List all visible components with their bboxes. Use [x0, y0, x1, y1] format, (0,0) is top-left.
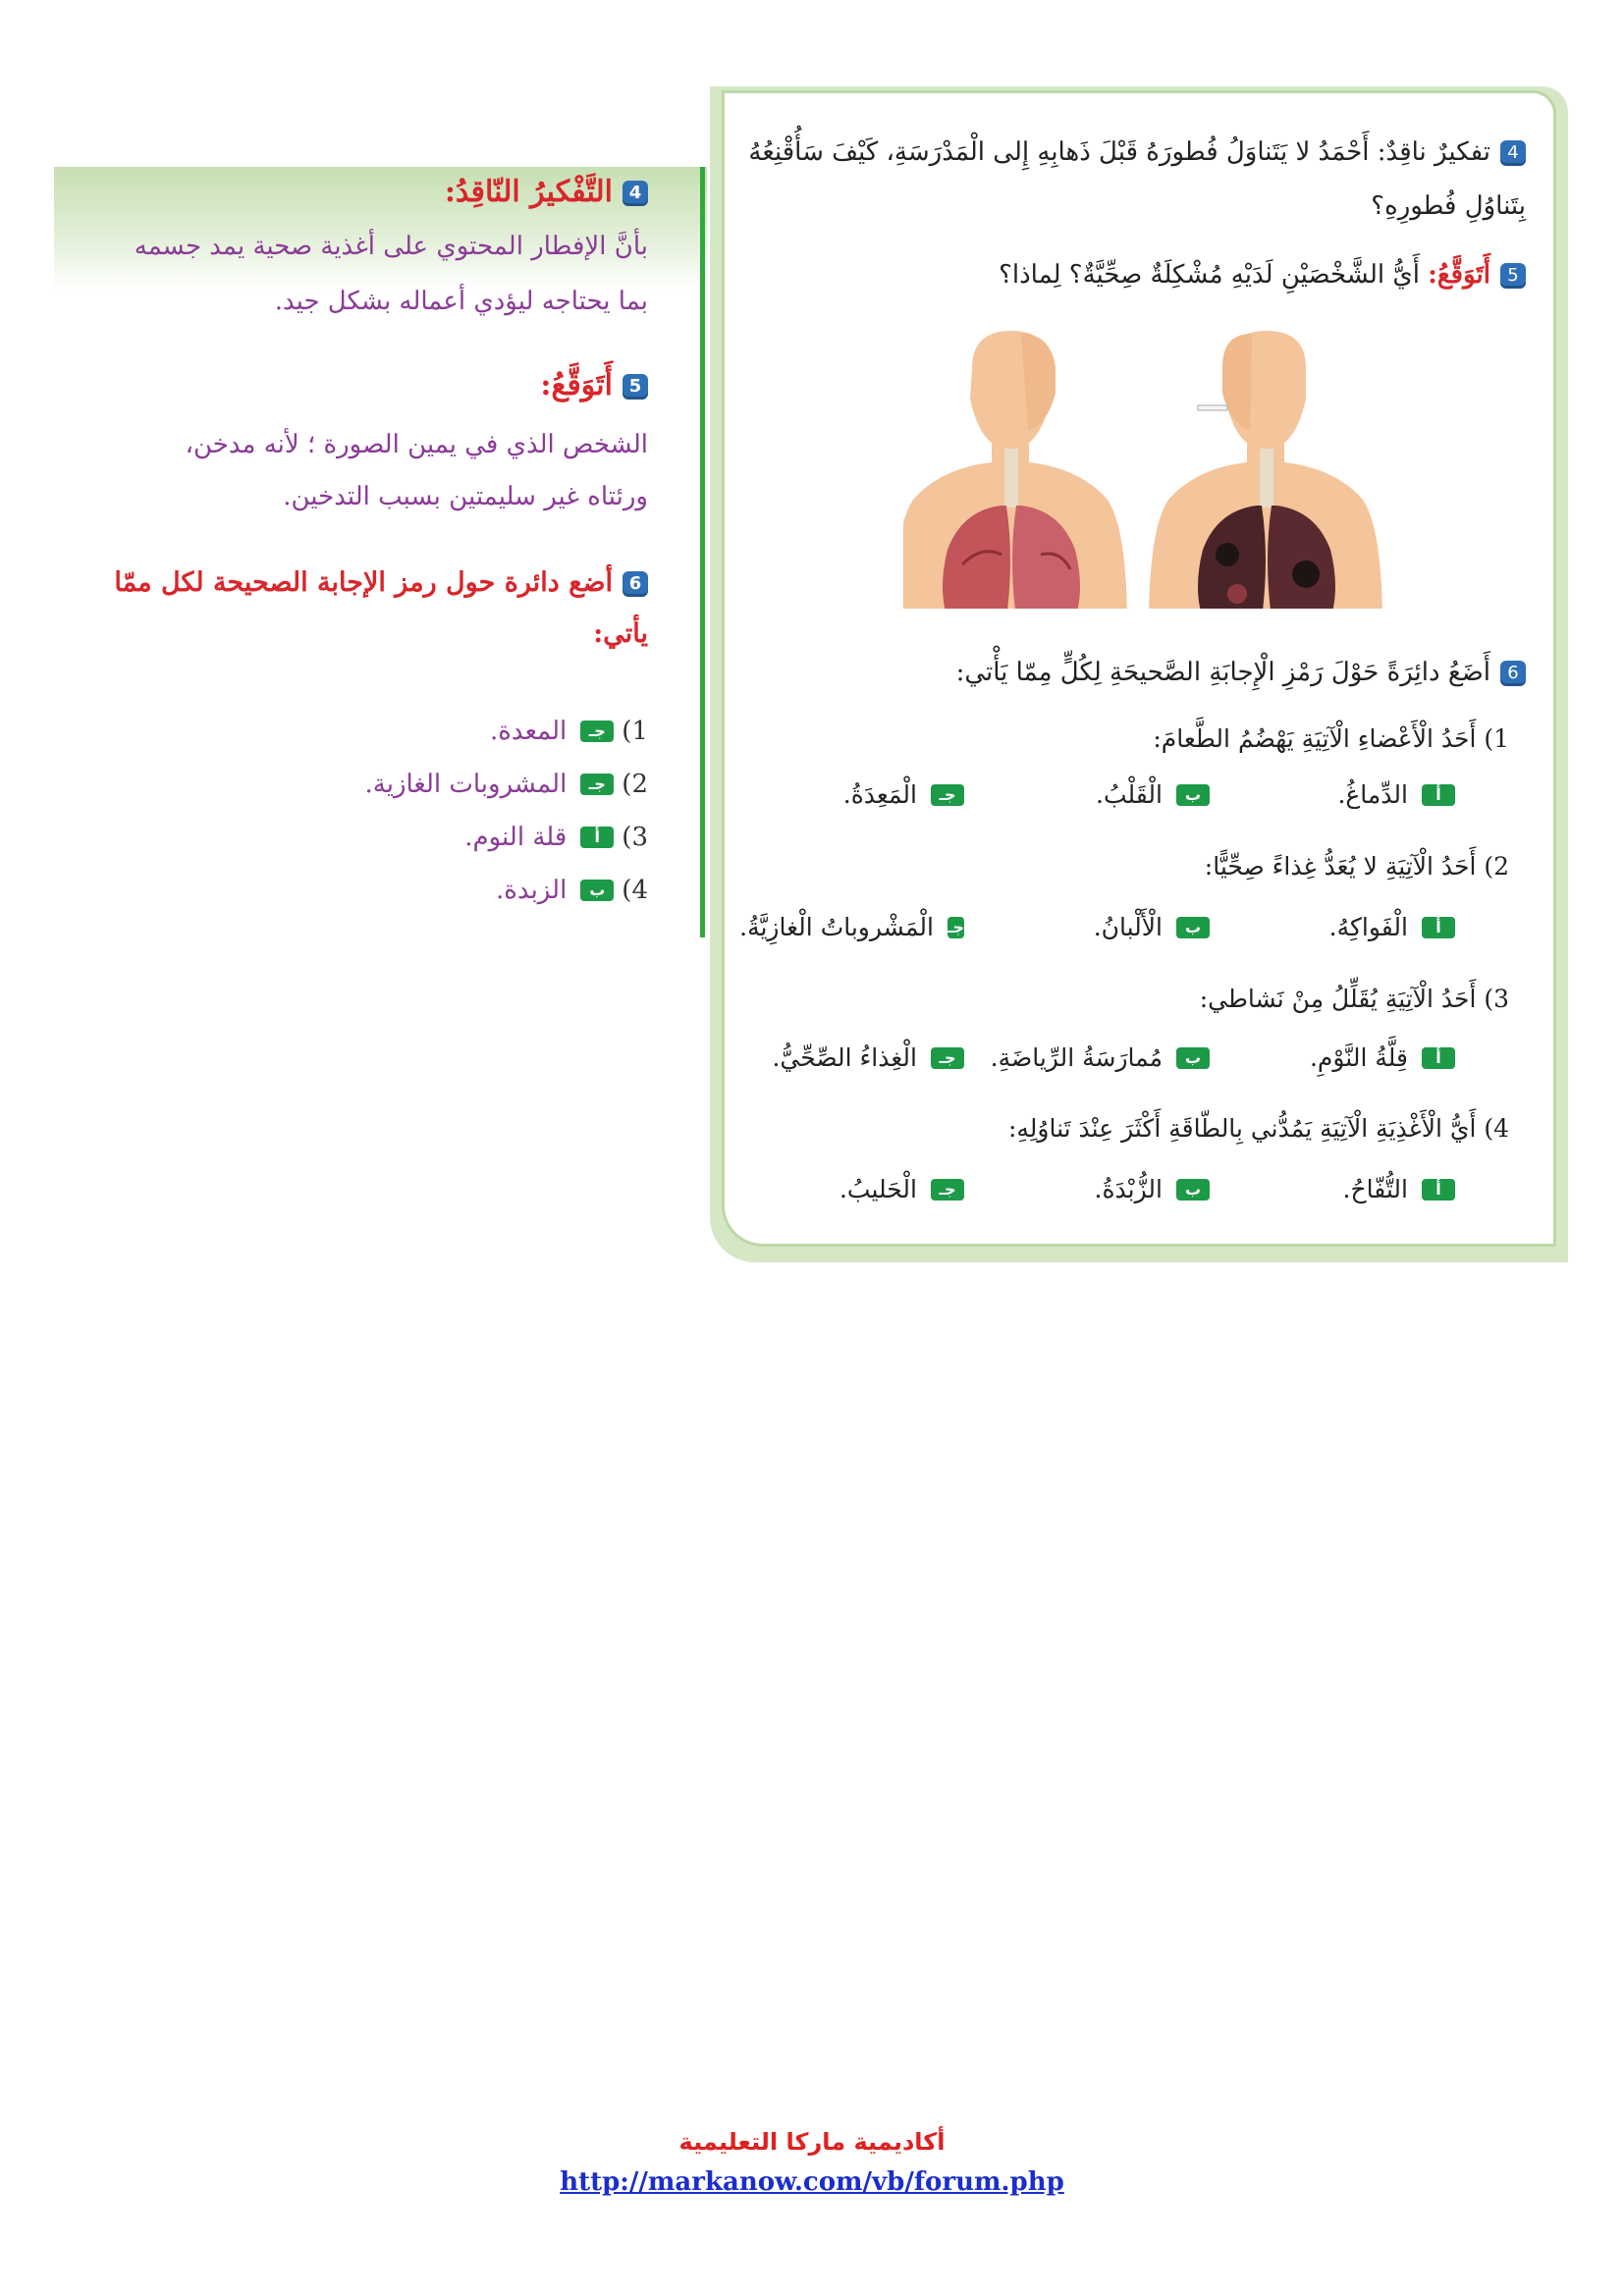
mcq-1-option-c[interactable]: [758, 780, 964, 809]
option-text: الدِّماغُ.: [1337, 780, 1408, 809]
answer-divider-rule: [700, 167, 705, 937]
answer-badge: ب: [580, 880, 614, 901]
answer-6-number: 6: [623, 571, 648, 597]
mcq-4-stem: 4) أَيُّ الْأَغْذِيَةِ الْآتِيَةِ يَمُدُّني بِالطّاقَةِ أَكْثَرَ عِنْدَ تَناوُلِهِ:: [1007, 1114, 1509, 1143]
textbook-panel: [722, 90, 1556, 1247]
answer-6-text: أضع دائرة حول رمز الإجابة الصحيحة لكل ممّا: [114, 567, 613, 598]
mcq-1-option-b[interactable]: [964, 780, 1210, 809]
question-5-label: أَتَوَقَّعُ:: [1428, 260, 1490, 290]
option-badge-b: ب: [1176, 1179, 1210, 1201]
mcq-3-option-c[interactable]: [758, 1043, 964, 1072]
mcq-3-option-a[interactable]: [1210, 1043, 1455, 1072]
list-number: 3): [622, 823, 648, 852]
answer-5-line-1: الشخص الذي في يمين الصورة ؛ لأنه مدخن،: [185, 430, 648, 459]
mcq-1-stem: 1) أَحَدُ الْأَعْضاءِ الْآتِيَةِ يَهْضُمُ الطَّعامَ:: [1153, 724, 1509, 753]
answer-list-item-3: [464, 823, 648, 852]
option-text: الْقَلْبُ.: [1096, 780, 1163, 809]
answer-6-line-1: [49, 560, 648, 607]
question-4-number: 4: [1500, 140, 1526, 166]
mcq-4-option-b[interactable]: [964, 1175, 1210, 1203]
question-6-text: أَضَعُ دائِرَةً حَوْلَ رَمْزِ الْإِجابَةِ الصَّحيحَةِ لِكُلٍّ مِمّا يَأْتي:: [955, 658, 1490, 687]
mcq-2-option-c[interactable]: [739, 913, 964, 941]
answer-text: قلة النوم.: [464, 823, 568, 852]
mcq-2-options: [739, 913, 1455, 941]
answer-4-number: 4: [623, 181, 648, 206]
list-number: 2): [622, 770, 648, 799]
answer-list-item-1: [490, 717, 648, 746]
question-5-line: [999, 260, 1526, 290]
answer-5-number: 5: [623, 374, 648, 400]
option-badge-a: أ: [1422, 1179, 1455, 1201]
answer-5-title: أَتَوَقَّعُ:: [540, 368, 613, 402]
answer-4-heading: [445, 175, 648, 209]
question-4-text-2: بِتَناوُلِ فُطورِهِ؟: [1371, 191, 1526, 221]
option-text: الْمَشْروباتُ الْغازِيَّةُ.: [739, 913, 934, 941]
mcq-4-option-a[interactable]: [1210, 1175, 1455, 1203]
footer-forum-link[interactable]: http://markanow.com/vb/forum.php: [560, 2167, 1064, 2197]
option-text: مُمارَسَةُ الرِّياضَةِ.: [990, 1043, 1163, 1072]
question-4-line-1: [748, 137, 1526, 167]
answer-text: المعدة.: [490, 717, 568, 746]
question-6-number: 6: [1500, 661, 1526, 686]
answer-4-line-2: بما يحتاجه ليؤدي أعماله بشكل جيد.: [274, 287, 648, 316]
option-badge-c: جـ: [931, 784, 964, 806]
option-text: الْحَليبُ.: [839, 1175, 917, 1203]
option-badge-c: جـ: [931, 1047, 964, 1069]
option-text: الْغِذاءُ الصِّحِّيُّ.: [772, 1043, 917, 1072]
question-6-line: [956, 658, 1526, 687]
answer-5-heading: [540, 368, 648, 402]
answer-badge: جـ: [580, 774, 614, 795]
healthy-person-figure: [903, 331, 1127, 609]
answer-badge: جـ: [580, 721, 614, 742]
option-badge-c: جـ: [931, 1179, 964, 1201]
mcq-4-option-c[interactable]: [758, 1175, 964, 1203]
answer-6-line-2: يأتي:: [593, 618, 648, 649]
smoker-person-figure: [1149, 331, 1382, 609]
answer-4-line-1: بأنَّ الإفطار المحتوي على أغذية صحية يمد جسمه: [134, 232, 648, 261]
option-badge-b: ب: [1176, 917, 1210, 938]
option-badge-b: ب: [1176, 784, 1210, 806]
question-4-text-1: أَحْمَدُ لا يَتَناوَلُ فُطورَهُ قَبْلَ ذَهابِهِ إِلى الْمَدْرَسَةِ، كَيْفَ سَأُقْنِعُهُ: [748, 137, 1378, 167]
question-4-label: تفكيرٌ ناقِدٌ:: [1377, 137, 1490, 167]
question-5-text: أَيُّ الشَّخْصَيْنِ لَدَيْهِ مُشْكِلَةٌ صِحِّيَّةٌ؟ لِماذا؟: [999, 260, 1429, 290]
mcq-3-options: [758, 1043, 1455, 1072]
answer-text: المشروبات الغازية.: [364, 770, 568, 799]
mcq-1-option-a[interactable]: [1210, 780, 1455, 809]
option-text: الْفَواكِهُ.: [1328, 913, 1408, 941]
option-text: قِلَّةُ النَّوْمِ.: [1309, 1043, 1408, 1072]
answer-4-title: التَّفْكيرُ النّاقِدُ:: [444, 175, 613, 209]
option-text: الزُّبْدَةُ.: [1094, 1175, 1163, 1203]
mcq-1-options: [758, 780, 1455, 809]
option-text: التُّفّاحُ.: [1342, 1175, 1408, 1203]
option-badge-a: أ: [1422, 784, 1455, 806]
mcq-3-option-b[interactable]: [964, 1043, 1210, 1072]
mcq-2-option-b[interactable]: [964, 913, 1210, 941]
answer-badge: أ: [580, 827, 614, 848]
answer-text: الزبدة.: [496, 876, 568, 905]
option-text: الْأَلْبانُ.: [1093, 913, 1163, 941]
mcq-4-options: [758, 1175, 1455, 1203]
question-5-number: 5: [1500, 263, 1526, 289]
question-4-line-2: [1371, 191, 1526, 221]
mcq-3-stem: 3) أَحَدُ الْآتِيَةِ يُقَلِّلُ مِنْ نَشاطي:: [1199, 985, 1509, 1013]
answer-list-item-2: [365, 770, 648, 799]
answer-list-item-4: [496, 876, 648, 905]
lungs-illustration: [903, 329, 1414, 609]
footer-academy-title: أكاديمية ماركا التعليمية: [678, 2128, 946, 2156]
answer-5-line-2: ورئتاه غير سليمتين بسبب التدخين.: [283, 482, 648, 511]
option-badge-c: جـ: [947, 917, 964, 936]
option-badge-a: أ: [1422, 1047, 1455, 1069]
list-number: 4): [622, 876, 648, 905]
option-badge-a: أ: [1422, 917, 1455, 938]
mcq-2-option-a[interactable]: [1210, 913, 1455, 941]
list-number: 1): [622, 717, 648, 746]
mcq-2-stem: 2) أَحَدُ الْآتِيَةِ لا يُعَدُّ غِذاءً صِحِّيًّا:: [1204, 852, 1509, 881]
option-badge-b: ب: [1176, 1047, 1210, 1069]
option-text: الْمَعِدَةُ.: [842, 780, 917, 809]
